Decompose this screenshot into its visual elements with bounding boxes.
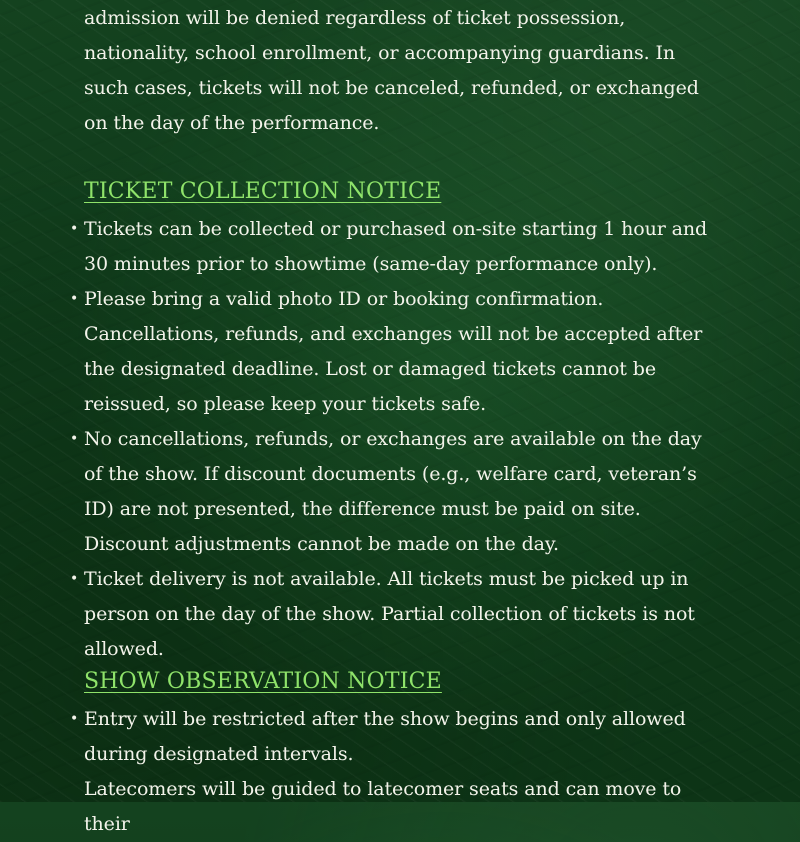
list-item-text: Please bring a valid photo ID or booking confirmation. Cancellations, refunds, and exchanges will not be accepted after the designated deadline. Lost or damaged tickets cannot be reissued, so please keep your tickets safe.	[84, 288, 703, 415]
list-item-continuation: Latecomers will be guided to latecomer seats and can move to their	[84, 778, 682, 835]
ticket-collection-title: TICKET COLLECTION NOTICE	[84, 179, 442, 204]
show-observation-title: SHOW OBSERVATION NOTICE	[84, 669, 442, 694]
list-item-text: No cancellations, refunds, or exchanges are available on the day of the show. If discount documents (e.g., welfare card, veteran’s ID) are not presented, the difference must be paid on site. Discount adjustments cannot be made on the day.	[84, 428, 702, 555]
bullet-icon: •	[70, 711, 79, 727]
bullet-icon: •	[70, 291, 79, 307]
ticket-collection-list	[70, 212, 724, 667]
list-item	[70, 282, 724, 422]
list-item	[70, 212, 724, 282]
list-item	[70, 702, 724, 772]
bullet-icon: •	[70, 431, 79, 447]
list-item-text: Ticket delivery is not available. All tickets must be picked up in person on the day of the show. Partial collection of tickets is not allowed.	[84, 568, 695, 660]
list-item-text: Tickets can be collected or purchased on-site starting 1 hour and 30 minutes prior to showtime (same-day performance only).	[84, 218, 708, 275]
intro-paragraph: admission will be denied regardless of ticket possession, nationality, school enrollment, or accompanying guardians. In such cases, tickets will not be canceled, refunded, or exchanged on the day of the performance.	[84, 7, 699, 134]
list-item-text: Entry will be restricted after the show begins and only allowed during designated intervals.	[84, 708, 686, 765]
bullet-icon: •	[70, 221, 79, 237]
bullet-icon: •	[70, 571, 79, 587]
show-observation-list	[70, 702, 724, 842]
list-item	[70, 562, 724, 667]
list-item	[70, 422, 724, 562]
